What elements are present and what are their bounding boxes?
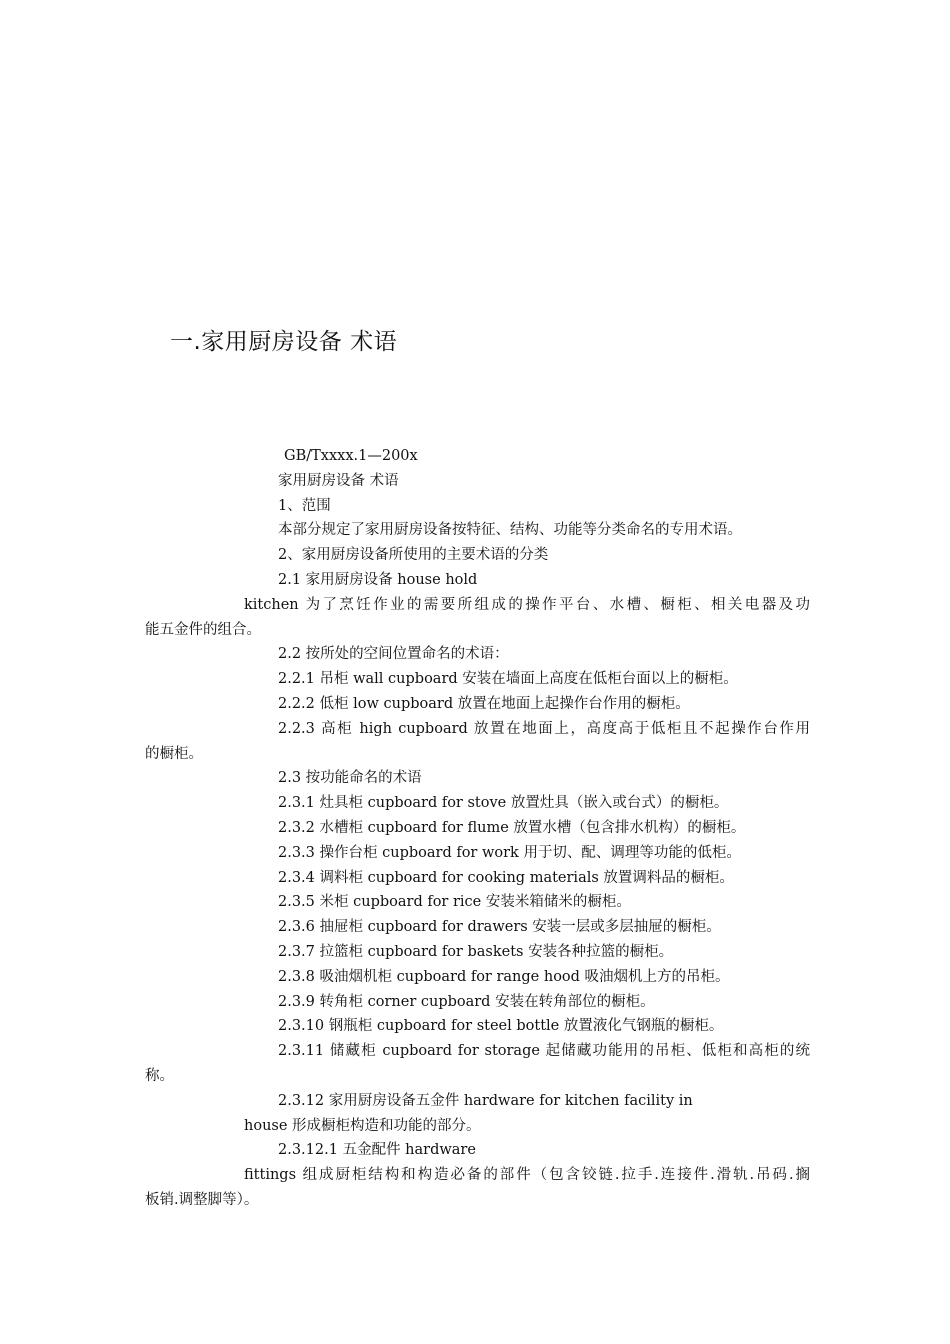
document-body — [145, 444, 810, 1213]
term-2-3-10: 2.3.10 钢瓶柜 cupboard for steel bottle 放置液化气钢瓶的橱柜。 — [278, 1018, 724, 1035]
subsection-heading-2-2: 2.2 按所处的空间位置命名的术语： — [278, 646, 509, 663]
term-2-3-3: 2.3.3 操作台柜 cupboard for work 用于切、配、调理等功能的低柜。 — [278, 844, 741, 861]
term-2-3-11: 2.3.11 储藏柜 cupboard for storage 起储藏功能用的吊柜、低柜和高柜的统 — [278, 1043, 810, 1060]
term-2-1-definition: kitchen 为了烹饪作业的需要所组成的操作平台、水槽、橱柜、相关电器及功 — [244, 596, 810, 613]
term-2-3-7: 2.3.7 拉篮柜 cupboard for baskets 安装各种拉篮的橱柜。 — [278, 943, 674, 960]
term-2-3-5: 2.3.5 米柜 cupboard for rice 安装米箱储米的橱柜。 — [278, 894, 631, 911]
term-2-2-3-cont: 的橱柜。 — [145, 745, 203, 762]
section-heading-scope: 1、范围 — [278, 497, 331, 514]
term-2-3-9: 2.3.9 转角柜 corner cupboard 安装在转角部位的橱柜。 — [278, 993, 655, 1010]
term-2-3-12-1-definition-cont: 板销.调整脚等）。 — [145, 1191, 259, 1208]
standard-code: GB/Txxxx.1—200x — [284, 448, 418, 464]
term-2-3-12-1: 2.3.12.1 五金配件 hardware — [278, 1142, 476, 1159]
term-2-2-2: 2.2.2 低柜 low cupboard 放置在地面上起操作台作用的橱柜。 — [278, 695, 690, 712]
page-title: 一.家用厨房设备 术语 — [170, 329, 398, 355]
term-2-3-1: 2.3.1 灶具柜 cupboard for stove 放置灶具（嵌入或台式）的橱柜。 — [278, 795, 729, 812]
term-2-2-3: 2.2.3 高柜 high cupboard 放置在地面上，高度高于低柜且不起操作台作用 — [278, 720, 810, 737]
term-2-3-12-cont: house 形成橱柜构造和功能的部分。 — [244, 1117, 481, 1134]
section-heading-classification: 2、家用厨房设备所使用的主要术语的分类 — [278, 547, 549, 564]
term-2-3-6: 2.3.6 抽屉柜 cupboard for drawers 安装一层或多层抽屉的橱柜。 — [278, 919, 721, 936]
subsection-heading-2-3: 2.3 按功能命名的术语 — [278, 770, 422, 787]
term-2-1: 2.1 家用厨房设备 house hold — [278, 571, 478, 588]
term-2-3-8: 2.3.8 吸油烟机柜 cupboard for range hood 吸油烟机上方的吊柜。 — [278, 968, 730, 985]
document-title: 家用厨房设备 术语 — [278, 472, 399, 489]
term-2-3-2: 2.3.2 水槽柜 cupboard for flume 放置水槽（包含排水机构）的橱柜。 — [278, 819, 746, 836]
term-2-3-4: 2.3.4 调料柜 cupboard for cooking materials 放置调料品的橱柜。 — [278, 869, 734, 886]
term-2-2-1: 2.2.1 吊柜 wall cupboard 安装在墙面上高度在低柜台面以上的橱柜。 — [278, 671, 738, 688]
term-2-1-definition-cont: 能五金件的组合。 — [145, 621, 261, 638]
term-2-3-12: 2.3.12 家用厨房设备五金件 hardware for kitchen facility in — [278, 1092, 693, 1109]
term-2-3-12-1-definition: fittings 组成厨柜结构和构造必备的部件（包含铰链.拉手.连接件.滑轨.吊码.搁 — [244, 1167, 810, 1184]
paragraph-scope: 本部分规定了家用厨房设备按特征、结构、功能等分类命名的专用术语。 — [278, 522, 742, 539]
term-2-3-11-cont: 称。 — [145, 1067, 174, 1084]
